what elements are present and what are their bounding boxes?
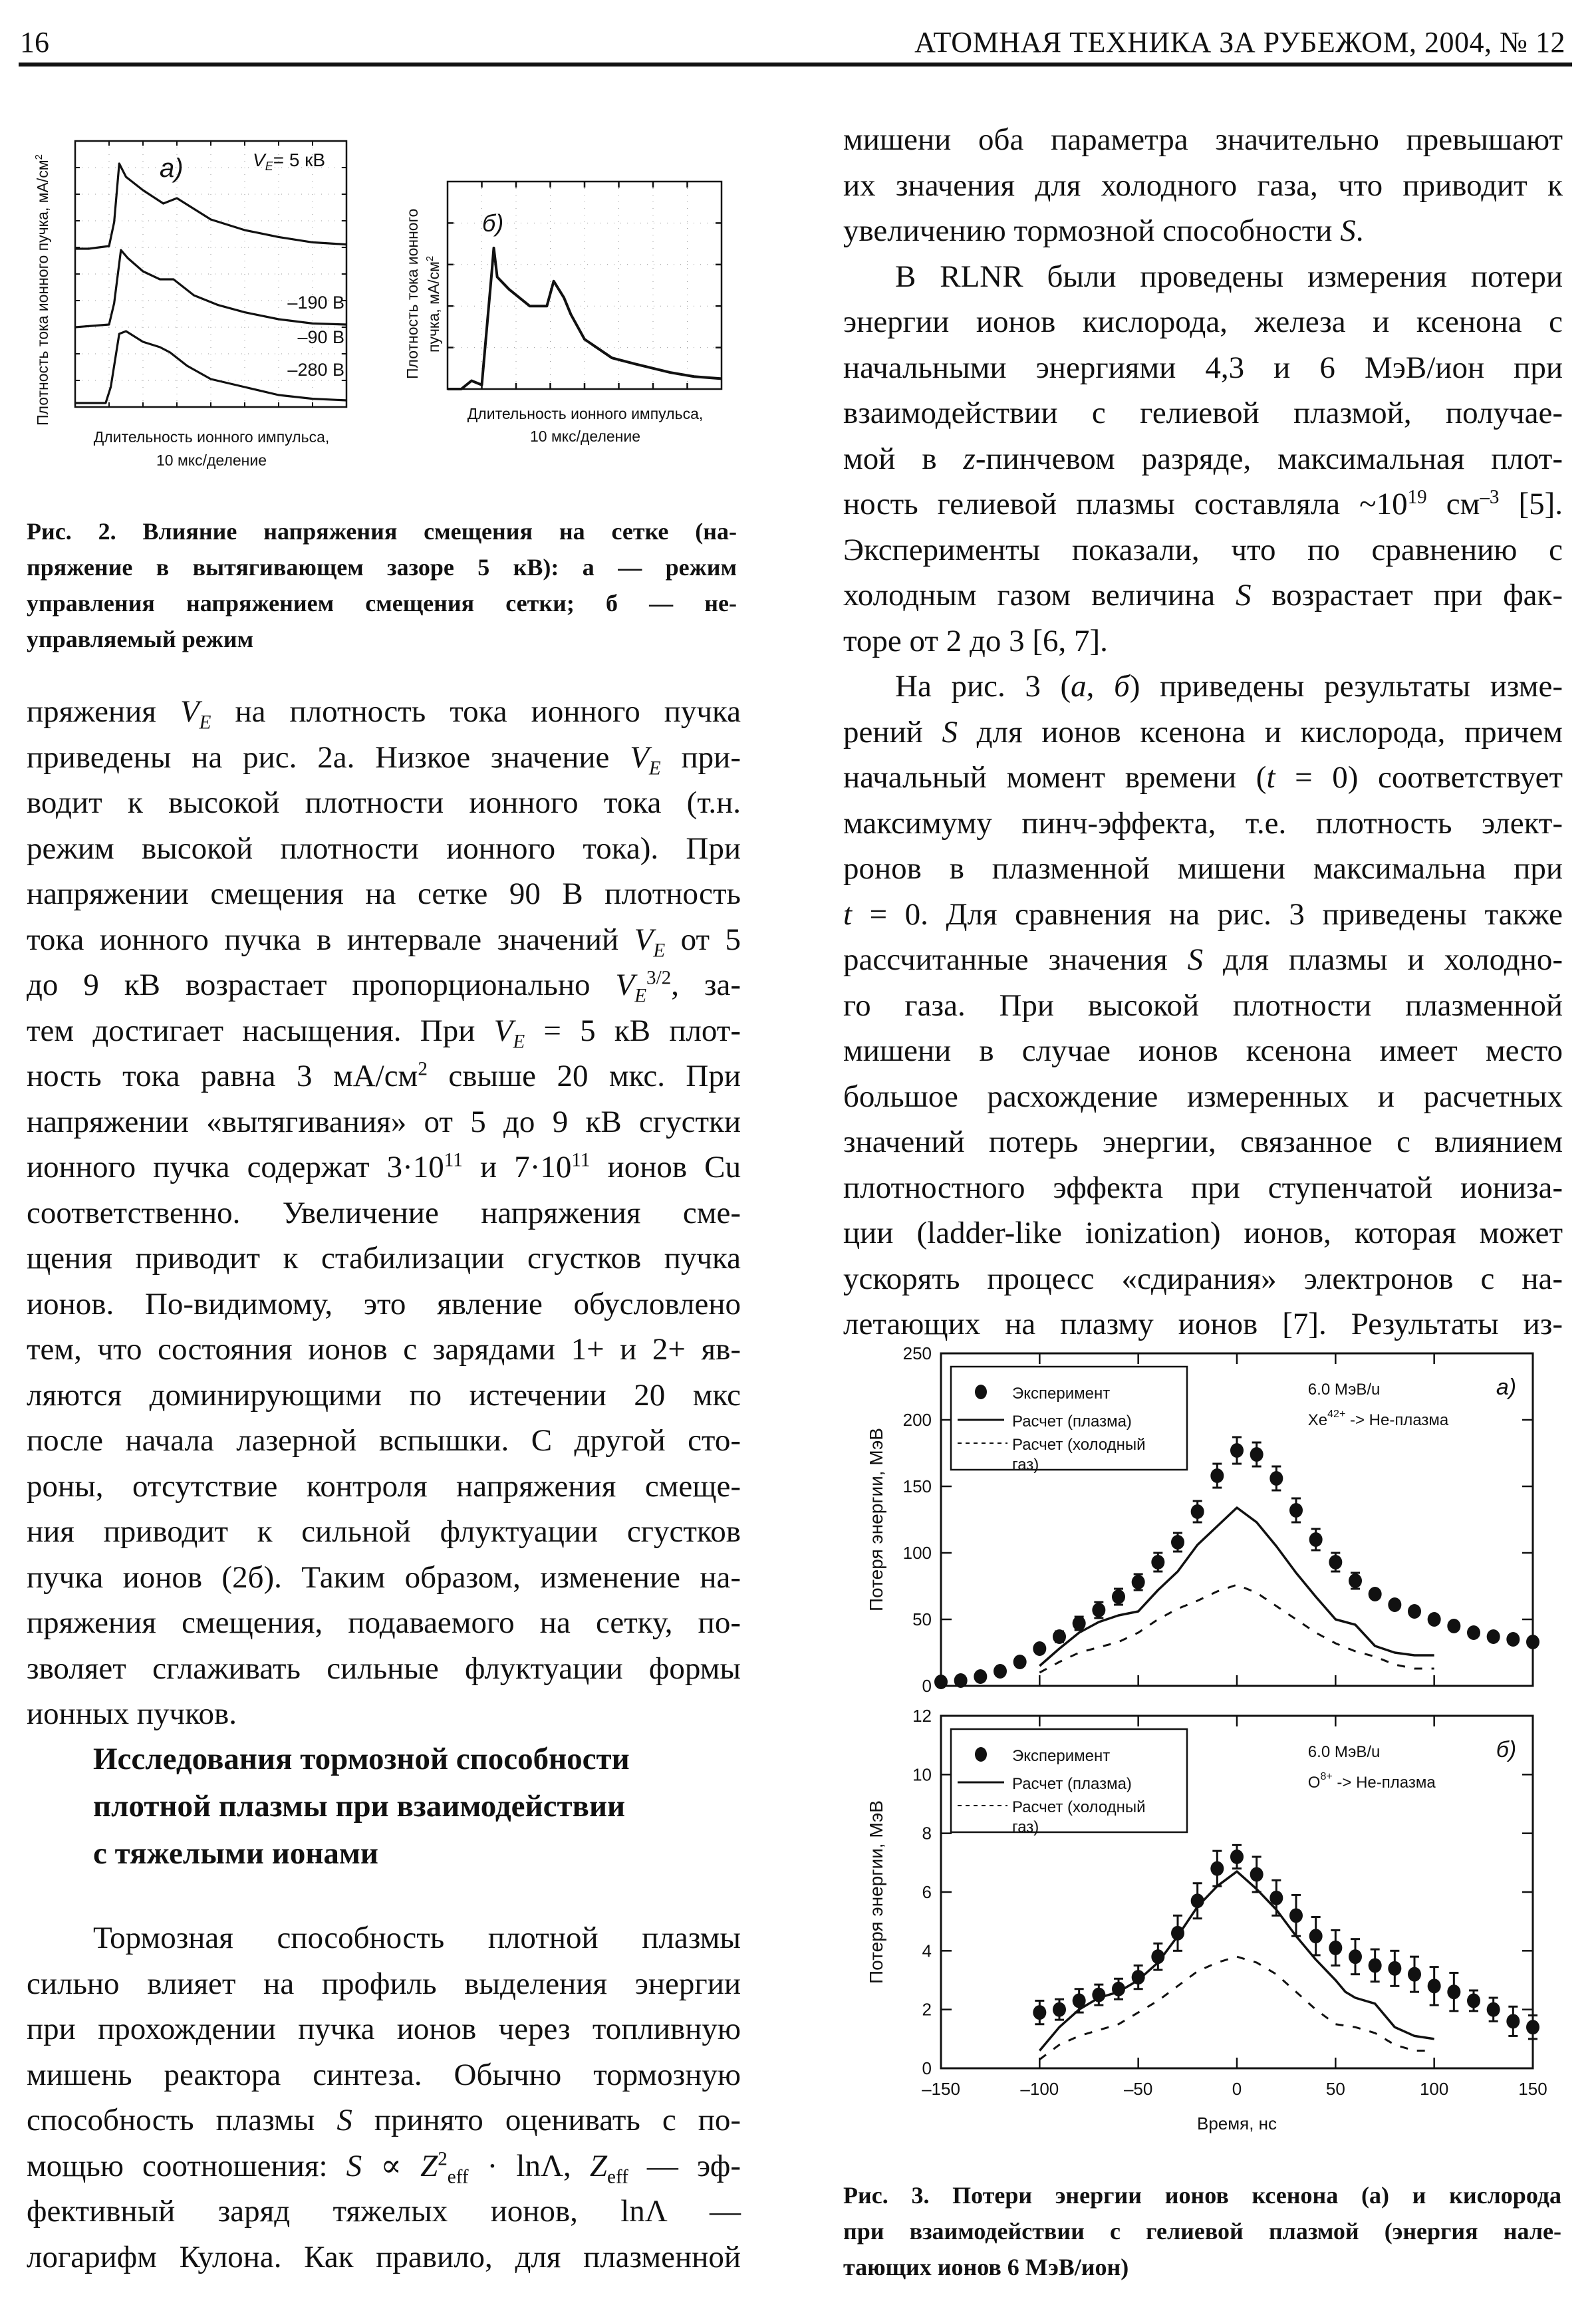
legend-label: газ) xyxy=(1012,1456,1039,1474)
y-tick-label: 0 xyxy=(922,2058,932,2078)
data-point xyxy=(1092,1988,1105,2002)
data-point xyxy=(1033,2005,1046,2020)
y-tick-label: 200 xyxy=(902,1410,932,1430)
data-point xyxy=(1053,2002,1066,2017)
header-rule xyxy=(19,63,1572,67)
y-tick-label: 6 xyxy=(922,1882,932,1902)
y-tick-label: 0 xyxy=(922,1676,932,1696)
ve-label: $V_E= 5$ кВ xyxy=(253,150,326,173)
data-point xyxy=(1447,1619,1460,1633)
data-point xyxy=(1033,1641,1046,1656)
data-point xyxy=(1191,1893,1204,1908)
x-tick-label: 150 xyxy=(1518,2079,1547,2099)
caption-line: управляемый режим xyxy=(27,626,254,652)
data-point xyxy=(1112,1589,1125,1604)
legend-label: Эксперимент xyxy=(1012,1385,1111,1403)
y-axis-label: Плотность тока ионного пучка, $мА/см^2$ xyxy=(33,154,51,426)
data-point xyxy=(1467,1993,1480,2008)
x-tick-label: 50 xyxy=(1325,2079,1345,2099)
data-point xyxy=(1388,1961,1401,1976)
y-tick-label: 100 xyxy=(902,1543,932,1563)
legend-marker-points xyxy=(975,1385,987,1399)
y-tick-label: 50 xyxy=(912,1609,932,1629)
annotation-energy: 6.0 МэВ/u xyxy=(1307,1743,1381,1761)
data-point xyxy=(1447,1984,1460,1999)
data-point xyxy=(1210,1468,1224,1483)
data-point xyxy=(1526,1635,1539,1649)
annotation-energy: 6.0 МэВ/u xyxy=(1307,1381,1381,1399)
data-point xyxy=(1013,1655,1027,1669)
data-point xyxy=(1151,1555,1164,1569)
page-number: 16 xyxy=(20,26,49,59)
data-point xyxy=(1349,1573,1362,1588)
data-point xyxy=(934,1675,948,1689)
data-point xyxy=(1269,1471,1283,1486)
y-tick-label: 8 xyxy=(922,1823,932,1843)
figure-3-caption xyxy=(843,2177,1561,2285)
caption-line: пряжение в вытягивающем зазоре 5 кВ): а — режим xyxy=(27,554,737,581)
x-tick-label: 0 xyxy=(1232,2079,1242,2099)
x-tick-label: –100 xyxy=(1020,2079,1059,2099)
y-tick-label: 250 xyxy=(902,1343,932,1363)
data-point xyxy=(1112,1982,1125,1996)
y-tick-label: 2 xyxy=(922,1999,932,2020)
left-column-text: пряжения $V_E$ на плотность тока ионного пучка приведены на рис. 2а. Низкое значение $V_E$ при- водит к высокой плотности ионного тока (т.н. режим высокой плотности ионного тока). При напряжении смещения на сетке 90 В плотность тока ионного пучка в интервале значений $V_E$ от 5 до 9 кВ возрастает пропорционально $V_E^{3/2}$, за- тем достигает насыщения. При $V_E = 5$ кВ плот- ность тока равна 3 $мА/см^2$ свыше 20 мкс. При напряжении «вытягивания» от 5 до 9 кВ сгустки ионного пучка содержат $3\cdot 10^{11}$ и $7\cdot 10^{11}$ ионов Cu соответственно. Увеличение напряжения сме- щения приводит к стабилизации сгустков пучка ионов. По-видимому, это явление обусловлено тем, что состояния ионов с зарядами 1+ и 2+ яв- ляются доминирующими по истечении 20 мкс после начала лазерной вспышки. С другой сто- роны, отсутствие контроля напряжения смеще- ния приводит к сильной флуктуации сгустков пучка ионов (2б). Таким образом, изменение на- пряжения смещения, подаваемого на сетку, по- зволяет сглаживать сильные флуктуации формы ионных пучков. xyxy=(27,694,741,1731)
x-axis-label-1: Длительность ионного импульса, xyxy=(93,428,330,446)
data-point xyxy=(1073,1993,1086,2008)
caption-line: Рис. 2. Влияние напряжения смещения на сетке (на- xyxy=(27,518,737,545)
x-axis-label-2: 10 мкс/деление xyxy=(530,428,640,445)
trace-line xyxy=(75,164,346,249)
legend-label: Расчет (холодный xyxy=(1012,1798,1146,1816)
y-tick-label: 10 xyxy=(912,1764,932,1785)
trace-label: –280 В xyxy=(287,360,344,380)
data-point xyxy=(1230,1849,1244,1864)
figure-3 xyxy=(838,1323,1569,2148)
x-axis-label-1: Длительность ионного импульса, xyxy=(467,405,704,422)
caption-line: управления напряжением смещения сетки; б — не- xyxy=(27,590,737,616)
data-point xyxy=(1506,2014,1520,2028)
data-point xyxy=(1349,1949,1362,1964)
x-axis-label: Время, нс xyxy=(1196,2113,1277,2133)
data-point xyxy=(1487,2002,1500,2017)
x-axis-label-2: 10 мкс/деление xyxy=(156,452,267,469)
legend-label: Расчет (плазма) xyxy=(1012,1775,1132,1793)
y-tick-label: 150 xyxy=(902,1476,932,1496)
legend-label: Расчет (холодный xyxy=(1012,1436,1146,1454)
data-point xyxy=(1053,1629,1066,1644)
y-axis-label: Потеря энергии, МэВ xyxy=(866,1800,886,1984)
section-heading: Исследования тормозной способности плотной плазмы при взаимодействии с тяжелыми ионами xyxy=(93,1742,630,1871)
right-column-text: мишени оба параметра значительно превышают их значения для холодного газа, что приводит к увеличению тормозной способности S. В RLNR были проведены измерения потери энергии ионов кислорода, железа и ксенона с начальными энергиями 4,3 и 6 МэВ/ион при взаимодействии с гелиевой плазмой, получае- мой в z-пинчевом разряде, максимальная плот- ность гелиевой плазмы составляла $\sim 10^{19}$ $см^{-3}$ [5]. Эксперименты показали, что по сравнению с холодным газом величина S возрастает при фак- торе от 2 до 3 [6, 7]. На рис. 3 (а, б) приведены результаты изме- рений S для ионов ксенона и кислорода, причем начальный момент времени (t = 0) соответствует максимуму пинч-эффекта, т.е. плотность элект- ронов в плазменной мишени максимальна при t = 0. Для сравнения на рис. 3 приведены также рассчитанные значения S для плазмы и холодно- го газа. При высокой плотности плазменной мишени в случае ионов ксенона имеет место большое расхождение измеренных и расчетных значений потерь энергии, связанное с влиянием плотностного эффекта при ступенчатой иониза- ции (ladder-like ionization) ионов, которая может ускорять процесс «сдирания» электронов с на- летающих на плазму ионов [7]. Результаты из- xyxy=(843,122,1563,1341)
data-point xyxy=(1151,1949,1164,1964)
chart-3b xyxy=(866,1706,1547,2133)
data-point xyxy=(1210,1861,1224,1876)
panel-label: б) xyxy=(482,209,504,237)
legend-label: Расчет (плазма) xyxy=(1012,1413,1132,1431)
data-point xyxy=(1289,1503,1303,1518)
panel-label: а) xyxy=(160,154,184,183)
data-point xyxy=(1250,1867,1264,1882)
data-point xyxy=(1171,1926,1184,1941)
data-point xyxy=(1506,1632,1520,1647)
data-point xyxy=(1487,1629,1500,1644)
data-point xyxy=(1171,1535,1184,1550)
y-axis-label: Потеря энергии, МэВ xyxy=(866,1428,886,1611)
data-point xyxy=(1309,1929,1323,1943)
legend-marker-points xyxy=(975,1747,987,1762)
x-tick-label: 100 xyxy=(1419,2079,1449,2099)
data-point xyxy=(1309,1532,1323,1547)
trace-line xyxy=(75,250,346,327)
data-point xyxy=(1467,1625,1480,1640)
figure-2a xyxy=(27,113,419,505)
data-point xyxy=(1369,1587,1382,1601)
trace-label: –190 В xyxy=(287,293,344,313)
x-tick-label: –150 xyxy=(922,2079,960,2099)
data-point xyxy=(1369,1958,1382,1973)
data-point xyxy=(1428,1978,1441,1993)
y-tick-label: 12 xyxy=(912,1706,932,1726)
annotation-reaction: $O^{8+}$ -> He-плазма xyxy=(1307,1771,1436,1792)
legend-label: газ) xyxy=(1012,1818,1039,1836)
y-tick-label: 4 xyxy=(922,1941,932,1961)
y-axis-label-1: Плотность тока ионного xyxy=(404,208,421,379)
data-point xyxy=(974,1669,987,1684)
data-point xyxy=(1250,1447,1264,1462)
journal-title: АТОМНАЯ ТЕХНИКА ЗА РУБЕЖОМ, 2004, № 12 xyxy=(914,26,1565,59)
data-point xyxy=(1289,1908,1303,1923)
figure-2b xyxy=(386,160,758,459)
chart-3a xyxy=(866,1343,1539,1696)
data-point xyxy=(1329,1941,1342,1955)
legend-label: Эксперимент xyxy=(1012,1747,1111,1765)
panel-label: б) xyxy=(1496,1737,1517,1762)
data-point xyxy=(1073,1616,1086,1631)
data-point xyxy=(1408,1604,1421,1619)
left-column-para2: Тормозная способность плотной плазмы сильно влияет на профиль выделения энергии при прохождении пучка ионов через топливную мишень реактора синтеза. Обычно тормозную способность плазмы S принято оценивать с по- мощью соотношения: $S \propto Z^2_{eff} \cdot \ln\Lambda$, $Z_{eff}$ — эф- фективный заряд тяжелых ионов, lnΛ — логарифм Кулона. Как правило, для плазменной xyxy=(27,1921,741,2274)
data-point xyxy=(1269,1891,1283,1905)
data-point xyxy=(1230,1443,1244,1458)
data-point xyxy=(1132,1575,1145,1589)
data-point xyxy=(1191,1504,1204,1519)
caption-line: при взаимодействии с гелиевой плазмой (энергия нале- xyxy=(843,2218,1561,2245)
panel-label: а) xyxy=(1496,1375,1517,1400)
trace-label: –90 В xyxy=(297,327,344,347)
data-point xyxy=(1329,1555,1342,1569)
data-point xyxy=(1428,1612,1441,1627)
x-tick-label: –50 xyxy=(1123,2079,1153,2099)
y-axis-label-2: пучка, $мА/см^2$ xyxy=(424,255,442,352)
figure-2-caption xyxy=(27,513,737,657)
data-point xyxy=(1132,1970,1145,1984)
caption-line: тающих ионов 6 МэВ/ион) xyxy=(843,2254,1129,2280)
data-point xyxy=(954,1673,968,1688)
data-point xyxy=(1526,2020,1539,2034)
data-point xyxy=(1388,1597,1401,1612)
data-point xyxy=(1092,1603,1105,1617)
annotation-reaction: $Xe^{42+}$ -> He-плазма xyxy=(1307,1409,1449,1429)
data-point xyxy=(994,1664,1007,1679)
data-point xyxy=(1408,1967,1421,1982)
caption-line: Рис. 3. Потери энергии ионов ксенона (а) и кислорода xyxy=(843,2182,1561,2209)
